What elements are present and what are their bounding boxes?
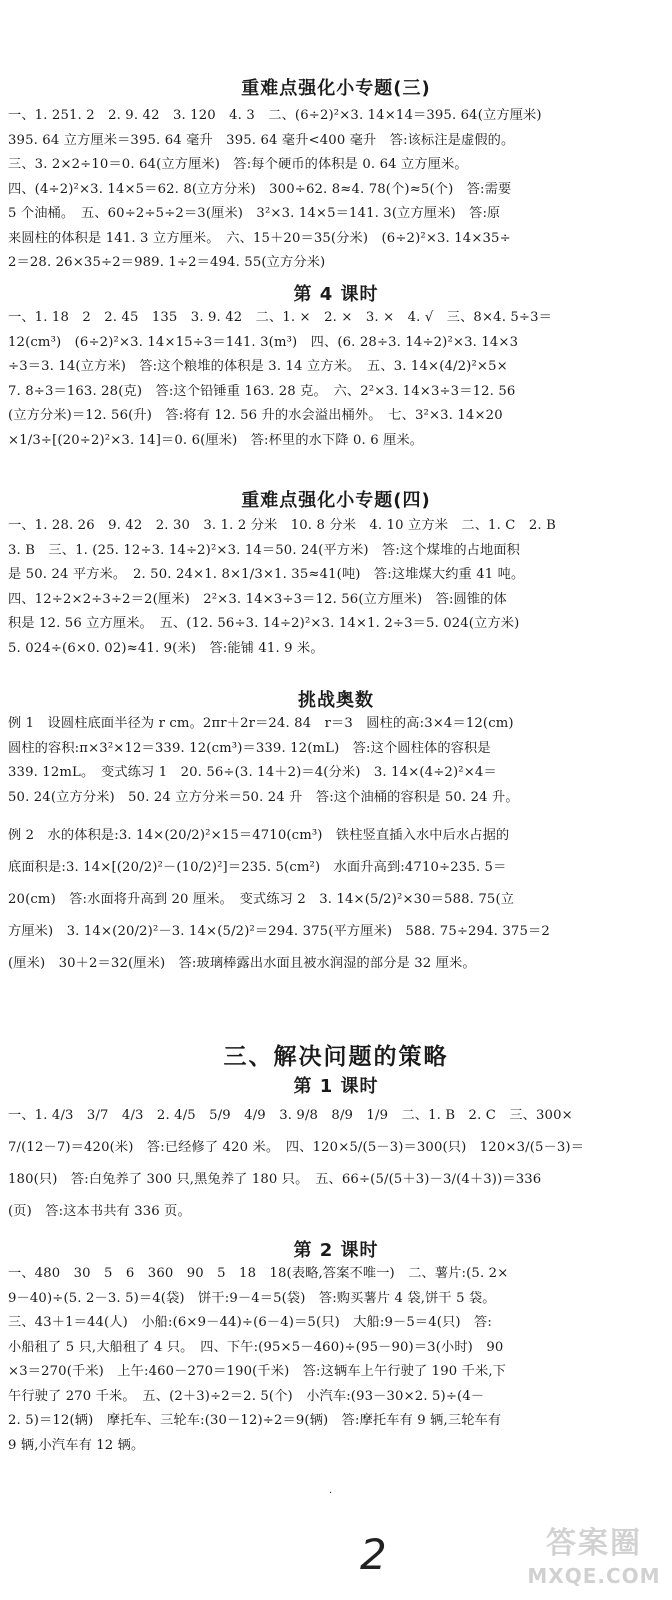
section-title-zhuanti-4: 重难点强化小专题(四)	[241, 490, 431, 511]
text-line: 12(cm³) (6÷2)²×3. 14×15÷3＝141. 3(m³) 四、(6. 28÷3. 14÷2)²×3. 14×3	[8, 334, 519, 350]
text-line: 395. 64 立方厘米＝395. 64 毫升 395. 64 毫升<400 毫升 答:该标注是虚假的。	[8, 132, 515, 148]
text-line: 5 个油桶。 五、60÷2÷5÷2＝3(厘米) 3²×3. 14×5＝141. 3(立方厘米) 答:原	[8, 206, 501, 221]
text-line: 小船租了 5 只,大船租了 4 只。 四、下午:(95×5－460)÷(95－90)＝3(小时) 90	[8, 1339, 504, 1355]
text-line: 例 1 设圆柱底面半径为 r cm。2πr＋2r＝24. 84 r＝3 圆柱的高:3×4＝12(cm)	[8, 716, 514, 731]
section-title-aoshu: 挑战奥数	[298, 690, 374, 711]
text-line: (页) 答:这本书共有 336 页。	[8, 1204, 191, 1219]
text-line: 三、43＋1＝44(人) 小船:(6×9－44)÷(6－4)＝5(只) 大船:9－5＝4(只) 答:	[8, 1315, 492, 1330]
watermark-logo-text: 答案圈	[546, 1526, 642, 1561]
text-line: 20(cm) 答:水面将升高到 20 厘米。 变式练习 2 3. 14×(5/2)²×30＝588. 75(立	[8, 892, 515, 907]
section-body-zhuanti-4	[8, 514, 664, 661]
text-line: 5. 024÷(6×0. 02)≈41. 9(米) 答:能铺 41. 9 米。	[8, 640, 324, 656]
text-line: 180(只) 答:白兔养了 300 只,黑兔养了 180 只。 五、66÷(5/(5＋3)－3/(4＋3))＝336	[8, 1172, 542, 1187]
text-line: ×3＝270(千米) 上午:460－270＝190(千米) 答:这辆车上午行驶了 190 千米,下	[8, 1364, 506, 1379]
text-line: 2＝28. 26×35÷2＝989. 1÷2＝494. 55(立方分米)	[8, 255, 326, 270]
section-body-lesson-4	[8, 306, 664, 453]
text-line: ÷3＝3. 14(立方米) 答:这个粮堆的体积是 3. 14 立方米。 五、3. 14×(4/2)²×5×	[8, 359, 508, 374]
section-title-zhuanti-3: 重难点强化小专题(三)	[241, 78, 431, 99]
text-line: 一、1. 28. 26 9. 42 2. 30 3. 1. 2 分米 10. 8 分米 4. 10 立方米 二、1. C 2. B	[8, 518, 556, 533]
text-line: 三、3. 2×2÷10＝0. 64(立方厘米) 答:每个硬币的体积是 0. 64 立方厘米。	[8, 157, 468, 172]
section-title-lesson-2: 第 2 课时	[293, 1240, 379, 1261]
text-line: 四、(4÷2)²×3. 14×5＝62. 8(立方分米) 300÷62. 8≈4. 78(个)≈5(个) 答:需要	[8, 181, 512, 197]
text-line: 积是 12. 56 立方厘米。 五、(12. 56÷3. 14÷2)²×3. 14×1. 2÷3＝5. 024(立方米)	[8, 616, 520, 631]
chapter-title-strategy: 三、解决问题的策略	[223, 1044, 449, 1070]
text-line: 四、12÷2×2÷3÷2＝2(厘米) 2²×3. 14×3÷3＝12. 56(立方厘米) 答:圆锥的体	[8, 591, 507, 607]
text-line: 2. 5)＝12(辆) 摩托车、三轮车:(30－12)÷2＝9(辆) 答:摩托车有 9 辆,三轮车有	[8, 1413, 502, 1428]
text-line: 方厘米) 3. 14×(20/2)²－3. 14×(5/2)²＝294. 375(平方厘米) 588. 75÷294. 375＝2	[8, 924, 550, 939]
text-line: 7. 8÷3＝163. 28(克) 答:这个铅锤重 163. 28 克。 六、2²×3. 14×3÷3＝12. 56	[8, 383, 516, 399]
text-line: 底面积是:3. 14×[(20/2)²－(10/2)²]＝235. 5(cm²) 水面升高到:4710÷235. 5＝	[8, 860, 507, 875]
watermark-logo	[520, 1518, 668, 1596]
text-line: 例 2 水的体积是:3. 14×(20/2)²×15＝4710(cm³) 铁柱竖直插入水中后水占据的	[8, 828, 510, 843]
text-line: 7/(12－7)＝420(米) 答:已经修了 420 米。 四、120×5/(5－3)＝300(只) 120×3/(5－3)＝	[8, 1140, 585, 1155]
text-line: 50. 24(立方分米) 50. 24 立方分米＝50. 24 升 答:这个油桶的容积是 50. 24 升。	[8, 789, 519, 805]
section-body-lesson-2	[8, 1262, 664, 1458]
text-line: 3. B 三、1. (25. 12÷3. 14÷2)²×3. 14＝50. 24(平方米) 答:这个煤堆的占地面积	[8, 542, 521, 558]
text-line: 一、1. 4/3 3/7 4/3 2. 4/5 5/9 4/9 3. 9/8 8/9 1/9 二、1. B 2. C 三、300×	[8, 1108, 573, 1123]
text-line: 一、1. 18 2 2. 45 135 3. 9. 42 二、1. × 2. × 3. × 4. √ 三、8×4. 5÷3＝	[8, 310, 552, 325]
section-title-lesson-4: 第 4 课时	[293, 284, 379, 305]
text-line: 339. 12mL。 变式练习 1 20. 56÷(3. 14＋2)＝4(分米) 3. 14×(4÷2)²×4＝	[8, 765, 497, 780]
text-line: 圆柱的容积:π×3²×12＝339. 12(cm³)＝339. 12(mL) 答:这个圆柱体的容积是	[8, 740, 491, 756]
text-line: ×1/3÷[(20÷2)²×3. 14]＝0. 6(厘米) 答:杯里的水下降 0. 6 厘米。	[8, 432, 424, 448]
text-line: (立方分米)＝12. 56(升) 答:将有 12. 56 升的水会溢出桶外。 七、3²×3. 14×20	[8, 408, 503, 423]
text-line: 来圆柱的体积是 141. 3 立方厘米。 六、15＋20＝35(分米) (6÷2)²×3. 14×35÷	[8, 230, 511, 246]
text-line: 9 辆,小汽车有 12 辆。	[8, 1437, 145, 1453]
section-body-aoshu-1	[8, 712, 664, 810]
text-line: 9－40)÷(5. 2－3. 5)＝4(袋) 饼干:9－4＝5(袋) 答:购买薯片 4 袋,饼干 5 袋。	[8, 1290, 496, 1306]
text-line: 一、1. 251. 2 2. 9. 42 3. 120 4. 3 二、(6÷2)²×3. 14×14＝395. 64(立方厘米)	[8, 108, 542, 123]
text-line: 一、480 30 5 6 360 90 5 18 18(表略,答案不唯一) 二、薯片:(5. 2×	[8, 1266, 509, 1281]
text-line: (厘米) 30＋2＝32(厘米) 答:玻璃棒露出水面且被水润湿的部分是 32 厘米。	[8, 956, 476, 971]
section-body-aoshu-2	[8, 820, 664, 980]
page-dot: ·	[329, 1488, 333, 1499]
text-line: 是 50. 24 平方米。 2. 50. 24×1. 8×1/3×1. 35≈41(吨) 答:这堆煤大约重 41 吨。	[8, 567, 525, 582]
section-body-zhuanti-3	[8, 104, 664, 276]
section-title-lesson-1: 第 1 课时	[293, 1076, 379, 1097]
text-line: 午行驶了 270 千米。 五、(2＋3)÷2＝2. 5(个) 小汽车:(93－30×2. 5)÷(4－	[8, 1388, 485, 1404]
watermark-site-text: MXQE.COM	[527, 1564, 661, 1588]
section-body-lesson-1	[8, 1100, 664, 1228]
page-number: 2	[360, 1530, 387, 1579]
